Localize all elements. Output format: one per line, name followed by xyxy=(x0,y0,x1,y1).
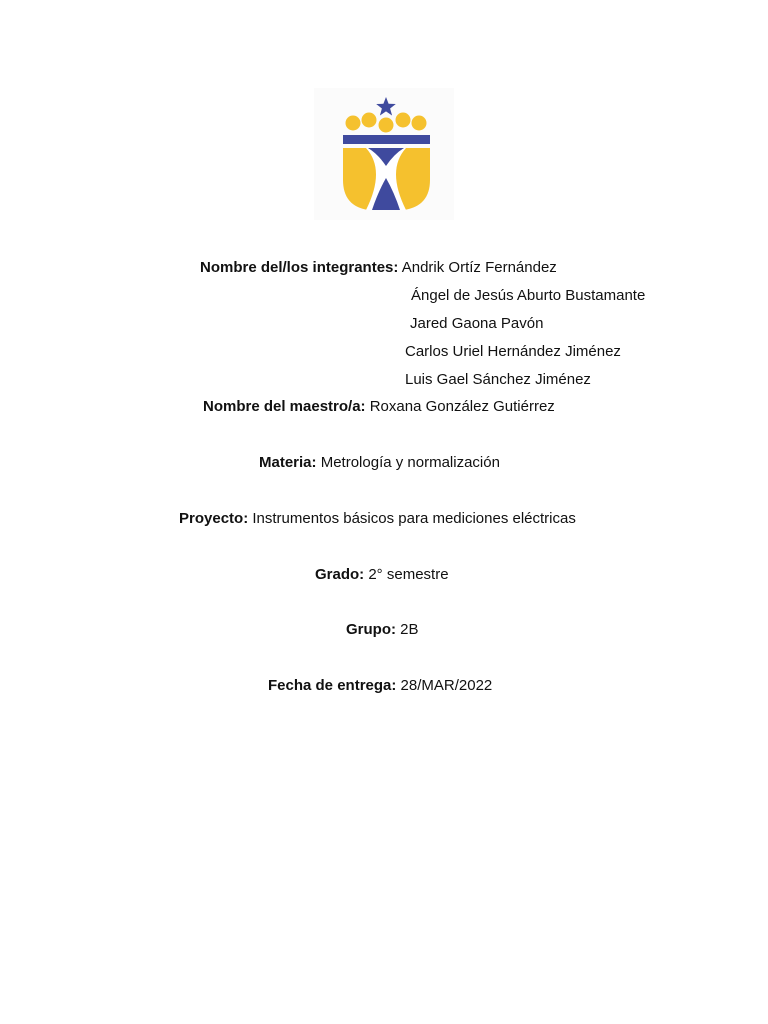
maestro-label: Nombre del maestro/a: xyxy=(203,398,366,415)
materia-line xyxy=(259,454,500,472)
proyecto-line xyxy=(179,510,576,528)
maestro-line xyxy=(203,398,555,416)
materia-value: Metrología y normalización xyxy=(320,454,500,471)
integrante-name: Jared Gaona Pavón xyxy=(410,315,544,332)
integrante-name: Luis Gael Sánchez Jiménez xyxy=(405,371,591,388)
fecha-line xyxy=(268,677,492,695)
proyecto-value: Instrumentos básicos para mediciones eléctricas xyxy=(252,510,576,527)
fecha-label: Fecha de entrega: xyxy=(268,677,397,694)
maestro-value: Roxana González Gutiérrez xyxy=(369,398,555,415)
institution-logo xyxy=(314,88,454,220)
integrantes-label: Nombre del/los integrantes: xyxy=(200,259,399,276)
grado-line xyxy=(315,566,449,584)
integrante-name: Carlos Uriel Hernández Jiménez xyxy=(405,343,621,360)
grado-value: 2° semestre xyxy=(368,566,449,583)
grupo-line xyxy=(346,621,419,639)
integrante-name: Ángel de Jesús Aburto Bustamante xyxy=(411,287,646,304)
grado-label: Grado: xyxy=(315,566,365,583)
grupo-label: Grupo: xyxy=(346,621,396,638)
grupo-value: 2B xyxy=(400,621,419,638)
integrantes-line xyxy=(200,259,557,277)
materia-label: Materia: xyxy=(259,454,317,471)
integrante-name: Andrik Ortíz Fernández xyxy=(401,259,557,276)
proyecto-label: Proyecto: xyxy=(179,510,249,527)
fecha-value: 28/MAR/2022 xyxy=(400,677,493,694)
